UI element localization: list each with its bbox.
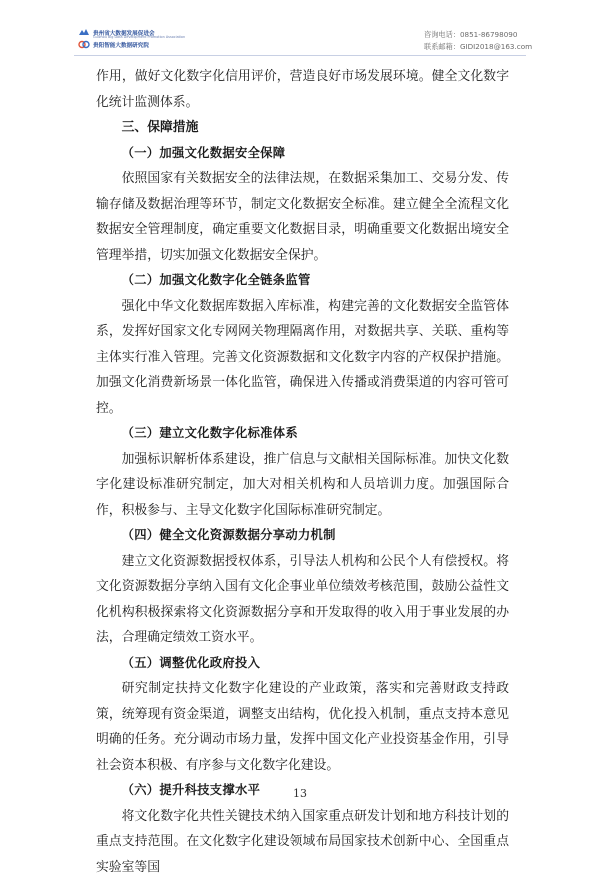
contact-email: 联系邮箱：GIDI2018@163.com bbox=[424, 42, 532, 52]
subsection-title-2: （二）加强文化数字化全链条监管 bbox=[96, 268, 509, 294]
subsection-title-3: （三）建立文化数字化标准体系 bbox=[96, 421, 509, 447]
subsection-title-4: （四）健全文化资源数据分享动力机制 bbox=[96, 523, 509, 549]
section-heading: 三、保障措施 bbox=[96, 115, 509, 141]
subsection-title-6: （六）提升科技支撑水平 bbox=[96, 778, 509, 804]
logo-line1: 贵州省大数据发展促进会 bbox=[93, 29, 155, 37]
subsection-title-5: （五）调整优化政府投入 bbox=[96, 651, 509, 677]
association-logo-icon bbox=[78, 28, 90, 37]
document-body bbox=[96, 64, 509, 880]
subsection-text-1: 依照国家有关数据安全的法律法规，在数据采集加工、交易分发、传输存储及数据治理等环节，制定文化数据安全标准。建立健全全流程文化数据安全管理制度，确定重要文化数据目录，明确重要文化数据出境安全管理举措，切实加强文化数据安全保护。 bbox=[96, 166, 509, 268]
contact-phone: 咨询电话：0851-86798090 bbox=[424, 30, 517, 40]
header-divider bbox=[74, 55, 526, 56]
page-header bbox=[0, 0, 600, 60]
logo-institute bbox=[78, 40, 149, 49]
subsection-title-1: （一）加强文化数据安全保障 bbox=[96, 141, 509, 167]
subsection-text-2: 强化中华文化数据库数据入库标准，构建完善的文化数据安全监管体系，发挥好国家文化专网网关物理隔离作用，对数据共享、关联、重构等主体实行准入管理。完善文化资源数据和文化数字内容的产权保护措施。加强文化消费新场景一体化监管，确保进入传播或消费渠道的内容可管可控。 bbox=[96, 294, 509, 422]
page-number: 13 bbox=[0, 787, 600, 800]
logo-line2: 贵阳智能大数据研究院 bbox=[93, 41, 149, 49]
subsection-text-4: 建立文化资源数据授权体系，引导法人机构和公民个人有偿授权。将文化资源数据分享纳入国有文化企事业单位绩效考核范围，鼓励公益性文化机构积极探索将文化资源数据分享和开发取得的收入用于事业发展的办法，合理确定绩效工资水平。 bbox=[96, 549, 509, 651]
institute-logo-icon bbox=[78, 40, 90, 49]
subsection-text-3: 加强标识解析体系建设，推广信息与文献相关国际标准。加快文化数字化建设标准研究制定，加大对相关机构和人员培训力度。加强国际合作，积极参与、主导文化数字化国际标准研究制定。 bbox=[96, 447, 509, 524]
logo-subtitle: Guizhou Big Data Development Promotion Association bbox=[93, 35, 185, 39]
paragraph-continuation: 作用，做好文化数字化信用评价，营造良好市场发展环境。健全文化数字化统计监测体系。 bbox=[96, 64, 509, 115]
subsection-text-5: 研究制定扶持文化数字化建设的产业政策，落实和完善财政支持政策，统筹现有资金渠道，调整支出结构，优化投入机制，重点支持本意见明确的任务。充分调动市场力量，发挥中国文化产业投资基金作用，引导社会资本积极、有序参与文化数字化建设。 bbox=[96, 676, 509, 778]
subsection-text-6: 将文化数字化共性关键技术纳入国家重点研发计划和地方科技计划的重点支持范围。在文化数字化建设领域布局国家技术创新中心、全国重点实验室等国 bbox=[96, 804, 509, 880]
